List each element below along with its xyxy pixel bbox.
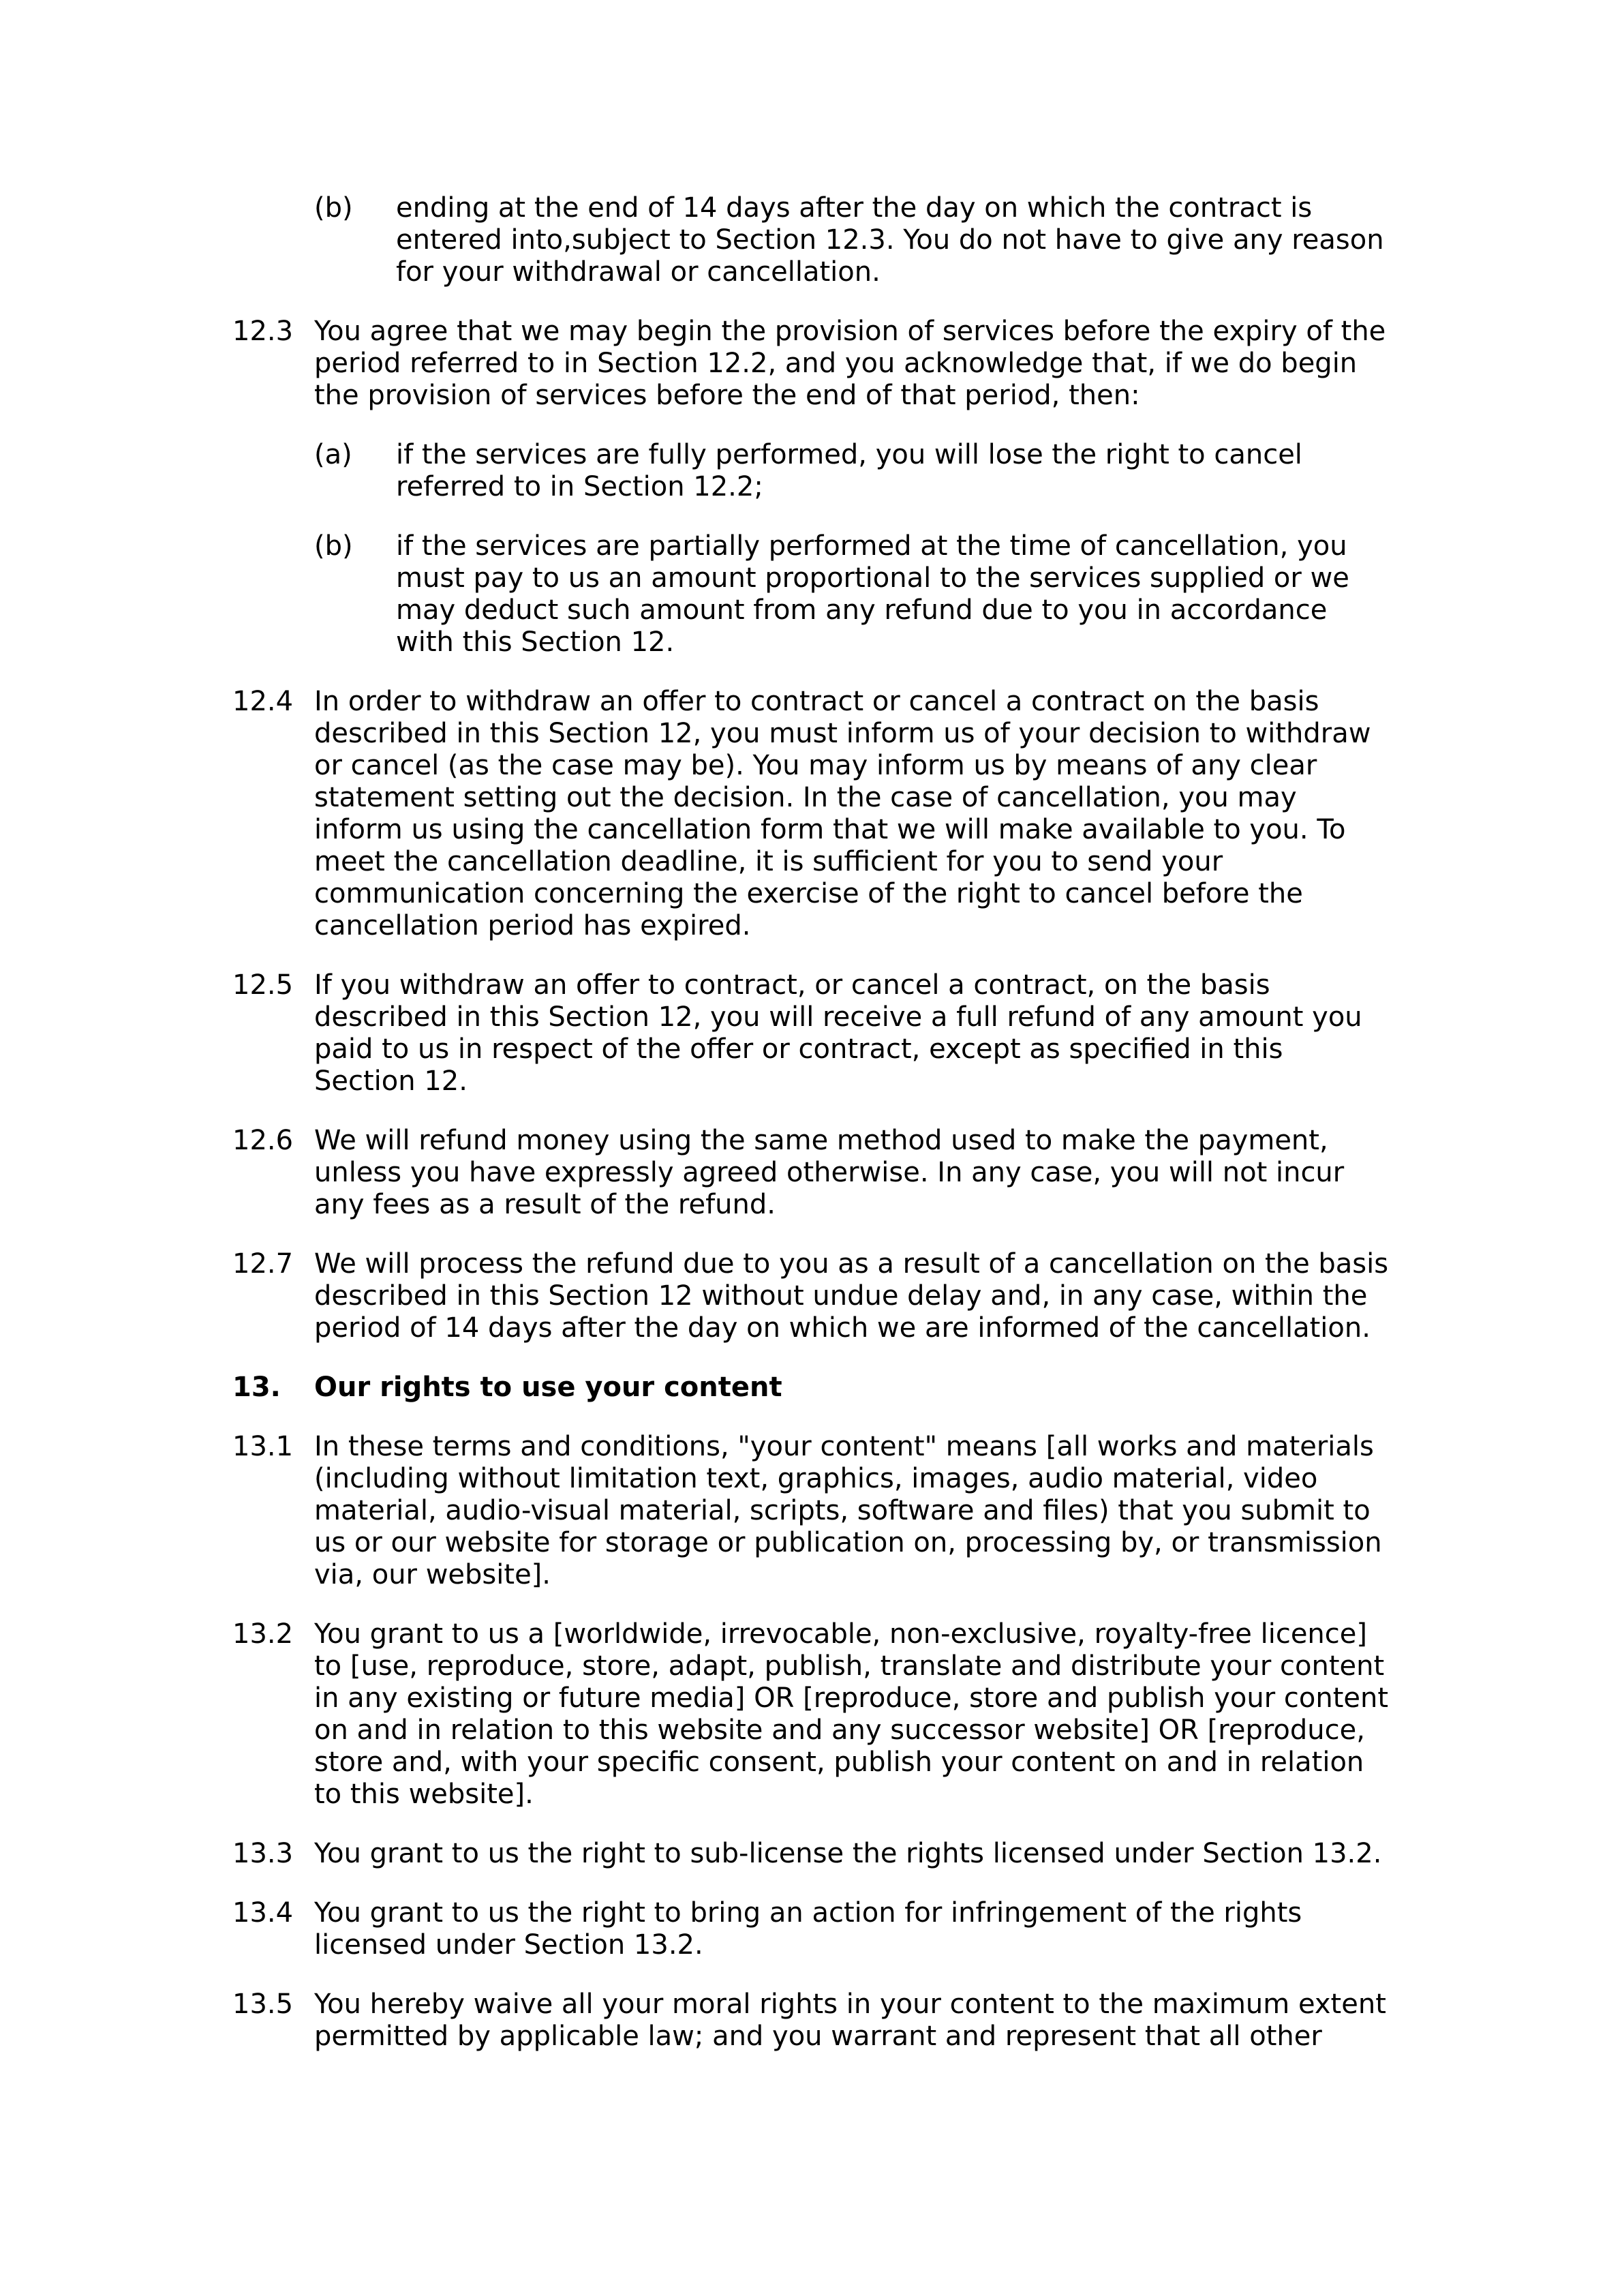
- text-line: for your withdrawal or cancellation.: [396, 256, 881, 288]
- text-line: in any existing or future media] OR [reproduce, store and publish your content: [314, 1682, 1389, 1714]
- clause-text: [396, 439, 1405, 503]
- text-line: We will process the refund due to you as a result of a cancellation on the basis: [314, 1248, 1389, 1280]
- clause-number: 13.2: [232, 1618, 294, 1650]
- clause: [232, 1618, 1405, 1811]
- clause-number: 13.: [232, 1372, 281, 1403]
- clause-text: [396, 192, 1405, 288]
- text-line: if the services are partially performed at the time of cancellation, you: [396, 530, 1347, 562]
- text-line: communication concerning the exercise of the right to cancel before the: [314, 878, 1303, 909]
- clause-number: 13.3: [232, 1838, 294, 1869]
- clause-number: 13.4: [232, 1897, 294, 1929]
- text-line: ending at the end of 14 days after the day on which the contract is: [396, 192, 1313, 224]
- text-line: period of 14 days after the day on which we are informed of the cancellation.: [314, 1312, 1371, 1344]
- document-body: [232, 192, 1405, 2080]
- clause-text: [314, 1897, 1405, 1961]
- text-line: period referred to in Section 12.2, and you acknowledge that, if we do begin: [314, 348, 1358, 379]
- sub-clause: [314, 530, 1405, 659]
- text-line: meet the cancellation deadline, it is sufficient for you to send your: [314, 846, 1223, 877]
- clause: [232, 969, 1405, 1098]
- text-line: You agree that we may begin the provision of services before the expiry of the: [314, 316, 1386, 347]
- clause-number: 12.4: [232, 686, 294, 717]
- text-line: if the services are fully performed, you will lose the right to cancel: [396, 439, 1302, 470]
- text-line: paid to us in respect of the offer or contract, except as specified in this: [314, 1033, 1283, 1065]
- text-line: You grant to us the right to sub-license the rights licensed under Section 13.2.: [314, 1838, 1382, 1869]
- sub-clause: [314, 439, 1405, 503]
- clause-text: [314, 1838, 1405, 1870]
- clause-number: 12.3: [232, 316, 294, 347]
- clause-text: [314, 686, 1405, 942]
- text-line: You hereby waive all your moral rights in your content to the maximum extent: [314, 1989, 1386, 2020]
- clause-text: [314, 969, 1405, 1098]
- clause-text: [314, 1248, 1405, 1344]
- clause-number: 13.5: [232, 1989, 294, 2020]
- text-line: material, audio-visual material, scripts, software and files) that you submit to: [314, 1495, 1371, 1526]
- text-line: must pay to us an amount proportional to the services supplied or we: [396, 562, 1349, 594]
- clause-number: 12.5: [232, 969, 294, 1001]
- text-line: entered into,subject to Section 12.3. You do not have to give any reason: [396, 224, 1384, 256]
- clause-number: 13.1: [232, 1431, 294, 1462]
- text-line: You grant to us the right to bring an action for infringement of the rights: [314, 1897, 1302, 1929]
- clause-number: (b): [314, 530, 353, 562]
- clause-text: [314, 1618, 1405, 1811]
- text-line: Section 12.: [314, 1066, 468, 1097]
- clause-number: 12.6: [232, 1125, 294, 1156]
- clause-text: [314, 1989, 1405, 2053]
- clause: [232, 1125, 1405, 1221]
- text-line: the provision of services before the end of that period, then:: [314, 380, 1140, 411]
- text-line: (including without limitation text, graphics, images, audio material, video: [314, 1463, 1318, 1494]
- clause-text: [314, 316, 1405, 412]
- text-line: described in this Section 12, you will receive a full refund of any amount you: [314, 1001, 1362, 1033]
- text-line: on and in relation to this website and any successor website] OR [reproduce,: [314, 1715, 1365, 1746]
- text-line: Our rights to use your content: [314, 1372, 782, 1403]
- clause-text: [396, 530, 1405, 659]
- clause: [232, 316, 1405, 412]
- text-line: us or our website for storage or publication on, processing by, or transmission: [314, 1527, 1382, 1558]
- text-line: via, our website].: [314, 1559, 551, 1590]
- clause-text: [314, 1125, 1405, 1221]
- text-line: to [use, reproduce, store, adapt, publish, translate and distribute your content: [314, 1650, 1385, 1682]
- text-line: store and, with your specific consent, publish your content on and in relation: [314, 1747, 1364, 1778]
- text-line: unless you have expressly agreed otherwise. In any case, you will not incur: [314, 1157, 1345, 1188]
- clause: [232, 686, 1405, 942]
- clause: [232, 1248, 1405, 1344]
- clause-text: [314, 1372, 782, 1404]
- clause-number: (b): [314, 192, 353, 224]
- clause: [232, 1838, 1405, 1870]
- text-line: with this Section 12.: [396, 626, 675, 658]
- text-line: described in this Section 12, you must inform us of your decision to withdraw: [314, 718, 1371, 749]
- text-line: In order to withdraw an offer to contract or cancel a contract on the basis: [314, 686, 1319, 717]
- clause-number: (a): [314, 439, 352, 470]
- text-line: In these terms and conditions, "your content" means [all works and materials: [314, 1431, 1374, 1462]
- text-line: We will refund money using the same method used to make the payment,: [314, 1125, 1328, 1156]
- clause-text: [314, 1431, 1405, 1591]
- clause: [232, 1431, 1405, 1591]
- text-line: permitted by applicable law; and you warrant and represent that all other: [314, 2021, 1322, 2052]
- text-line: licensed under Section 13.2.: [314, 1929, 703, 1961]
- text-line: referred to in Section 12.2;: [396, 471, 763, 502]
- text-line: cancellation period has expired.: [314, 910, 751, 941]
- clause-number: 12.7: [232, 1248, 294, 1280]
- sub-clause: [314, 192, 1405, 288]
- text-line: statement setting out the decision. In the case of cancellation, you may: [314, 782, 1297, 813]
- section-heading: [232, 1372, 1405, 1404]
- clause: [232, 1897, 1405, 1961]
- text-line: may deduct such amount from any refund due to you in accordance: [396, 594, 1328, 626]
- text-line: If you withdraw an offer to contract, or cancel a contract, on the basis: [314, 969, 1270, 1001]
- text-line: You grant to us a [worldwide, irrevocable, non-exclusive, royalty-free licence]: [314, 1618, 1367, 1650]
- text-line: inform us using the cancellation form that we will make available to you. To: [314, 814, 1346, 845]
- text-line: to this website].: [314, 1779, 534, 1810]
- text-line: any fees as a result of the refund.: [314, 1189, 776, 1220]
- text-line: described in this Section 12 without undue delay and, in any case, within the: [314, 1280, 1368, 1312]
- clause: [232, 1989, 1405, 2053]
- text-line: or cancel (as the case may be). You may inform us by means of any clear: [314, 750, 1317, 781]
